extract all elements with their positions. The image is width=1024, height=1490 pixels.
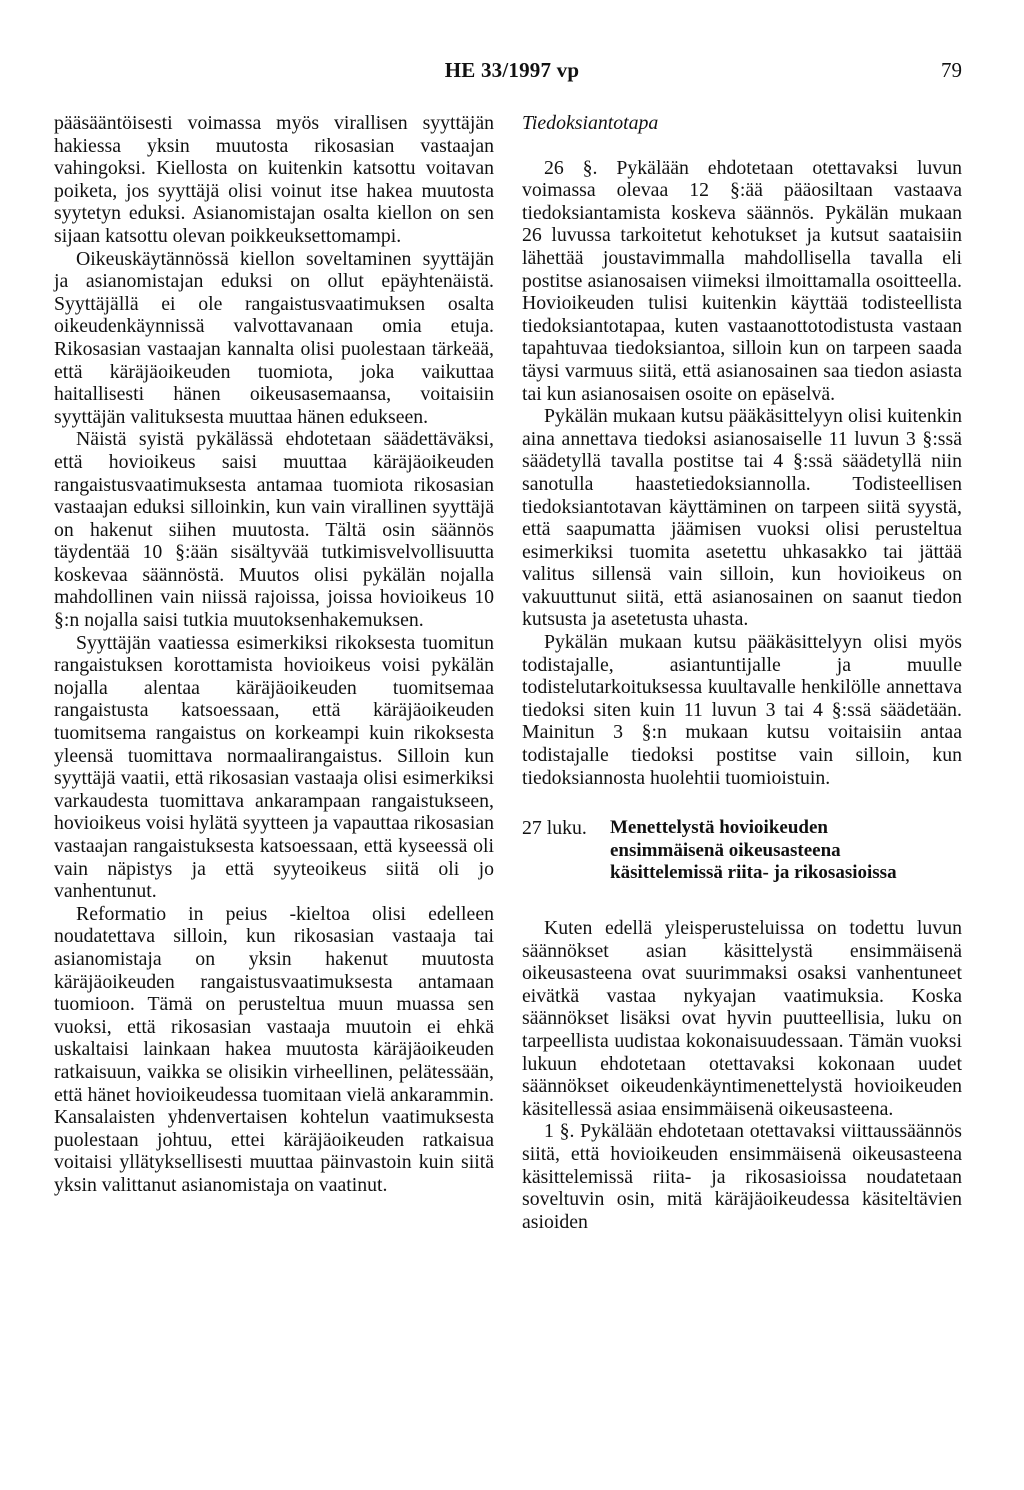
left-column (54, 112, 494, 1197)
right-column (522, 112, 962, 1233)
paragraph: pääsääntöisesti voimassa myös virallisen syyttäjän hakiessa yksin muutosta rikosasian vastaajan vahingoksi. Kiellosta on kuitenkin katsottu voitavan poiketa, jos syyttäjä olisi voinut itse hakea muutosta syytetyn eduksi. Asianomistajan osalta kiellon on sen sijaan katsottu olevan poikkeuksettomampi. (54, 112, 494, 247)
chapter-title-line: käsittelemissä riita- ja rikosasioissa (610, 862, 897, 884)
paragraph: Pykälän mukaan kutsu pääkäsittelyyn olisi kuitenkin aina annettava tiedoksi asianosaiselle 11 luvun 3 §:ssä säädetyllä tavalla postitse tai 4 §:ssä säädetyllä niin sanotulla haastetiedoksiannolla. Todisteellisen tiedoksiantotavan käyttäminen on tarpeen siitä syystä, että saapumatta jäämisen vuoksi olisi perusteltua esimerkiksi tuomita asetettu uhkasakko tai jättää valitus sillensä vain silloin, kun hovioikeus on vakuuttunut siitä, että asianosainen on saanut tiedon kutsusta ja asetetusta uhasta. (522, 405, 962, 631)
paragraph: Näistä syistä pykälässä ehdotetaan säädettäväksi, että hovioikeus saisi muuttaa käräjäoikeuden rangaistusvaatimuksesta antamaa tuomiota rikosasian vastaajan eduksi silloinkin, kun vain virallinen syyttäjä on hakenut siihen muutosta. Tältä osin säännös täydentää 10 §:ään sisältyvää tutkimisvelvollisuutta koskevaa säännöstä. Muutos olisi pykälän nojalla mahdollinen vain niissä rajoissa, joissa hovioikeus 10 §:n nojalla saisi tutkia muutoksenhakemuksen. (54, 428, 494, 632)
chapter-title-line: ensimmäisenä oikeusasteena (610, 839, 841, 861)
chapter-title-line: Menettelystä hovioikeuden (610, 817, 828, 839)
paragraph: Reformatio in peius -kieltoa olisi edelleen noudatettava silloin, kun rikosasian vastaaja tai asianomistaja on yksin hakenut muutosta käräjäoikeuden rangaistusvaatimuksesta antamaan tuomioon. Tämä on perusteltua muun muassa sen vuoksi, että rikosasian vastaaja muutoin ei ehkä uskaltaisi lainkaan hakea muutosta käräjäoikeuden ratkaisuun, vaikka se olisikin virheellinen, pelätessään, että hänet hovioikeudessa tuomitaan vielä ankarammin. Kansalaisten yhdenvertaisen kohtelun vaatimuksesta puolestaan johtuu, ettei käräjäoikeuden ratkaisua voitaisi yllätyksellisesti muuttaa päinvastoin kuin siitä yksin valittanut asianomistaja on vaatinut. (54, 902, 494, 1196)
paragraph: Pykälän mukaan kutsu pääkäsittelyyn olisi myös todistajalle, asiantuntijalle ja muulle todistelutarkoituksessa kuultavalle henkilölle annettava tiedoksi siten kuin 11 luvun 3 tai 4 §:ssä säädetään. Mainitun 3 §:n mukaan kutsu voitaisiin antaa todistajalle tiedoksi postitse vain silloin, kun tiedoksiannosta huolehtii tuomioistuin. (522, 631, 962, 789)
paragraph: Oikeuskäytännössä kiellon soveltaminen syyttäjän ja asianomistajan eduksi on ollut epäyhtenäistä. Syyttäjällä ei ole rangaistusvaatimuksen osalta oikeudenkäynnissä valvottavanaan omia etuja. Rikosasian vastaajan kannalta olisi puolestaan tärkeää, että käräjäoikeuden tuomiota, joka vaikuttaa haitallisesti hänen oikeusasemaansa, voitaisiin syyttäjän valituksesta muuttaa hänen edukseen. (54, 247, 494, 428)
paragraph: 26 §. Pykälään ehdotetaan otettavaksi luvun voimassa olevaa 12 §:ää pääosiltaan vastaava tiedoksiantamista koskeva säännös. Pykälän mukaan 26 luvussa tarkoitetut kehotukset ja kutsut saataisiin lähettää joustavimmalla mahdollisella tavalla eli postitse asianosaisen viimeksi ilmoittamalla osoitteella. Hovioikeuden tulisi kuitenkin käyttää todisteellista tiedoksiantotapaa, kuten vastaanottotodistusta vastaan tapahtuvaa tiedoksiantoa, silloin kun on tarpeen saada täysi varmuus siitä, että asianosainen saa tiedon asiasta tai kun asianosaisen osoite on epäselvä. (522, 156, 962, 405)
chapter-heading (522, 817, 962, 885)
page-header-title: HE 33/1997 vp (444, 58, 580, 82)
paragraph: Syyttäjän vaatiessa esimerkiksi rikoksesta tuomitun rangaistuksen korottamista hovioikeus voisi pykälän nojalla alentaa käräjäoikeuden tuomitsemaa rangaistusta katsoessaan, että käräjäoikeuden tuomitsema rangaistus on korkeampi kuin rikoksesta yleensä tuomittava normaalirangaistus. Silloin kun syyttäjä vaatii, että rikosasian vastaaja olisi esimerkiksi varkaudesta tuomittava ankarampaan rangaistukseen, hovioikeus voisi hylätä syytteen ja vapauttaa rikosasian vastaajan rangaistuksesta katsoessaan, että kyseessä oli vain näpistys ja että syyteoikeus siitä oli jo vanhentunut. (54, 631, 494, 903)
paragraph: 1 §. Pykälään ehdotetaan otettavaksi viittaussäännös siitä, että hovioikeuden ensimmäisenä oikeusasteena käsittelemissä riita- ja rikosasioissa noudatetaan soveltuvin osin, mitä käräjäoikeudessa käsiteltävien asioiden (522, 1120, 962, 1233)
paragraph: Kuten edellä yleisperusteluissa on todettu luvun säännökset asian käsittelystä ensimmäisenä oikeusasteena ovat suurimmaksi osaksi vanhentuneet eivätkä vastaa nykyajan vaatimuksia. Koska säännökset lisäksi ovat hyvin puutteellisia, luku on tarpeellista uudistaa kokonaisuudessaan. Tämän vuoksi lukuun ehdotetaan otettavaksi kokonaan uudet säännökset oikeudenkäyntimenettelystä hovioikeuden käsitellessä asiaa ensimmäisenä oikeusasteena. (522, 917, 962, 1120)
chapter-number: 27 luku. (522, 817, 587, 840)
chapter-title (610, 817, 897, 885)
section-heading: Tiedoksiantotapa (522, 112, 659, 134)
page-number: 79 (941, 58, 962, 82)
